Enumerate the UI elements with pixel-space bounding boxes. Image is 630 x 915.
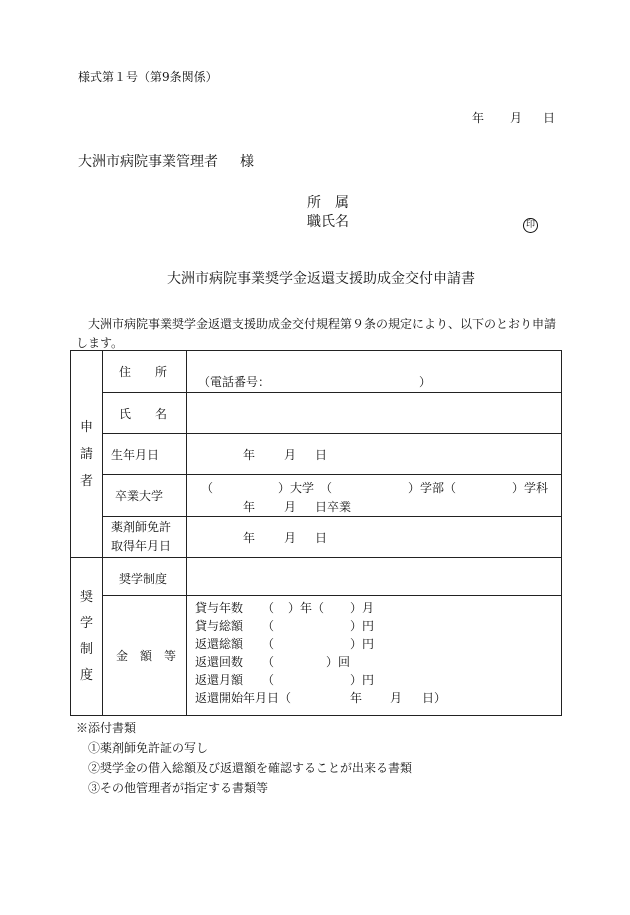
attachment-item-2: ②奨学金の借入総額及び返還額を確認することが出来る書類 [88, 761, 413, 775]
address-field[interactable] [187, 351, 562, 393]
honorific: 様 [240, 154, 254, 170]
university-open: （ [201, 481, 214, 495]
loan-years-line [187, 599, 561, 617]
date-year: 年 [472, 111, 485, 125]
graduation-year: 年 [243, 500, 256, 514]
repay-start-label: 返還開始年月日（ [195, 691, 292, 705]
license-month: 月 [284, 531, 297, 545]
license-label [103, 517, 187, 558]
department-suffix: ）学科 [512, 481, 549, 495]
repay-monthly-unit: ）円 [350, 673, 375, 687]
graduation-month: 月 [284, 500, 297, 514]
name-field[interactable] [187, 393, 562, 434]
row-amounts [71, 596, 562, 716]
loan-months-suffix: ）月 [350, 601, 375, 615]
license-label-line-1: 薬剤師免許 [111, 520, 172, 534]
row-birth [71, 434, 562, 475]
scholarship-char-2: 学 [79, 615, 93, 631]
seal-stamp-icon: 印 [523, 218, 538, 233]
repay-start-month: 月 [390, 691, 403, 705]
date-day: 日 [543, 111, 556, 125]
repay-start-line [187, 689, 561, 707]
row-university [71, 475, 562, 517]
loan-years-open: （ [262, 601, 275, 615]
loan-total-label: 貸与総額 [195, 619, 244, 633]
attachments-heading: ※添付書類 [76, 721, 137, 735]
row-name [71, 393, 562, 434]
attachment-item-1: ①薬剤師免許証の写し [88, 741, 209, 755]
birth-month: 月 [284, 448, 297, 462]
license-day: 日 [315, 531, 328, 545]
name-label-cell: 氏 名 [103, 393, 187, 434]
scholarship-char-4: 度 [79, 667, 93, 683]
university-name-suffix: ）大学 （ [278, 481, 333, 495]
system-field[interactable] [187, 558, 562, 596]
row-address [71, 351, 562, 393]
loan-total-line [187, 617, 561, 635]
form-number: 様式第１号（第9条関係） [78, 70, 218, 84]
university-field[interactable] [187, 475, 562, 517]
repay-total-line [187, 635, 561, 653]
loan-total-unit: ）円 [350, 619, 375, 633]
repay-count-open: （ [262, 655, 275, 669]
intro-line-1: 大洲市病院事業奨学金返還支援助成金交付規程第９条の規定により、以下のとおり申請 [88, 317, 557, 331]
scholarship-group-label [71, 558, 103, 716]
loan-total-open: （ [262, 619, 275, 633]
graduation-day: 日卒業 [315, 500, 352, 514]
addressee: 大洲市病院事業管理者 [78, 154, 218, 170]
university-label: 卒業大学 [103, 475, 187, 517]
phone-open: （電話番号： [198, 375, 271, 389]
document-title: 大洲市病院事業奨学金返還支援助成金交付申請書 [167, 271, 475, 287]
application-table [70, 350, 562, 716]
repay-count-unit: ）回 [326, 655, 351, 669]
birth-label: 生年月日 [103, 434, 187, 475]
repay-count-label: 返還回数 [195, 655, 244, 669]
intro-line-2: します。 [76, 336, 124, 350]
scholarship-char-1: 奨 [79, 589, 93, 605]
applicant-char-2: 請 [79, 446, 93, 462]
row-license [71, 517, 562, 558]
affiliation-label: 所 属 [307, 195, 349, 211]
amount-label: 金 額 等 [103, 596, 187, 716]
license-label-line-2: 取得年月日 [111, 539, 172, 553]
repay-start-year: 年 [350, 691, 363, 705]
repay-total-unit: ）円 [350, 637, 375, 651]
repay-total-label: 返還総額 [195, 637, 244, 651]
license-year: 年 [243, 531, 256, 545]
date-month: 月 [510, 111, 523, 125]
repay-count-line [187, 653, 561, 671]
phone-close: ） [419, 375, 432, 389]
repay-monthly-label: 返還月額 [195, 673, 244, 687]
birth-field[interactable] [187, 434, 562, 475]
birth-day: 日 [315, 448, 328, 462]
attachment-item-3: ③その他管理者が指定する書類等 [88, 781, 269, 795]
repay-monthly-line [187, 671, 561, 689]
faculty-suffix: ）学部（ [408, 481, 457, 495]
applicant-char-1: 申 [79, 419, 93, 435]
amount-fields[interactable] [187, 596, 562, 716]
loan-years-label: 貸与年数 [195, 601, 244, 615]
row-scholarship-system [71, 558, 562, 596]
applicant-char-3: 者 [79, 473, 93, 489]
seal-mark [523, 212, 538, 233]
applicant-group-label [71, 351, 103, 558]
birth-year: 年 [243, 448, 256, 462]
name-label: 職氏名 [307, 214, 349, 230]
repay-total-open: （ [262, 637, 275, 651]
scholarship-char-3: 制 [79, 641, 93, 657]
license-field[interactable] [187, 517, 562, 558]
address-label: 住 所 [103, 351, 187, 393]
loan-years-suffix: ）年（ [288, 601, 325, 615]
system-label: 奨学制度 [103, 558, 187, 596]
repay-monthly-open: （ [262, 673, 275, 687]
repay-start-day: 日） [422, 691, 447, 705]
